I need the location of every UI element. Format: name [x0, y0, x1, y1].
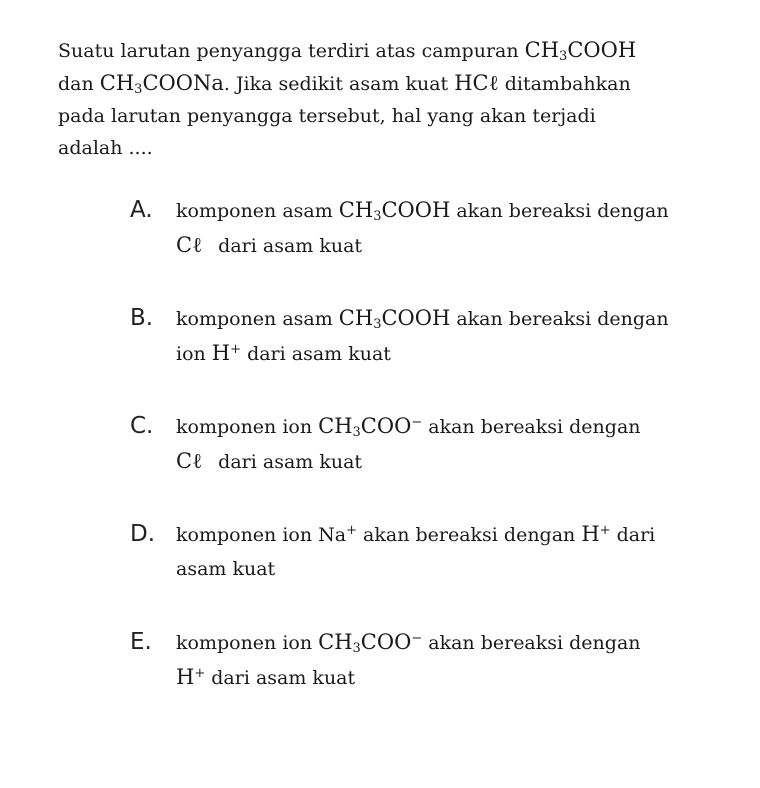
- option-b-text[interactable]: komponen asam $CH_3COOH$ akan bereaksi dengan ion H+ dari asam kuat: [176, 306, 669, 365]
- formula-cl: Cℓ: [176, 449, 203, 473]
- option-e-letter[interactable]: E.: [130, 629, 152, 655]
- formula-ch3coo-minus: $CH_3COO^-$: [318, 414, 423, 440]
- formula-h-plus: H+: [176, 665, 206, 689]
- option-a-letter[interactable]: A.: [130, 197, 153, 223]
- option-e-text[interactable]: komponen ion $CH_3COO^-$ akan bereaksi dengan H+ dari asam kuat: [176, 630, 641, 689]
- question-line-2: dan $CH_3COONa$. Jika sedikit asam kuat HCℓ ditambahkan: [58, 71, 631, 97]
- option-c-letter[interactable]: C.: [130, 413, 154, 439]
- formula-ch3cooh: $CH_3COOH$: [338, 306, 451, 332]
- formula-h-plus: H+: [211, 341, 242, 365]
- formula-ch3coona: $CH_3COONa$: [99, 71, 224, 97]
- question-line-1: Suatu larutan penyangga terdiri atas campuran $CH_3COOH$: [58, 38, 637, 64]
- formula-cl: Cℓ: [176, 233, 203, 257]
- option-a-text[interactable]: komponen asam $CH_3COOH$ akan bereaksi dengan Cℓ dari asam kuat: [176, 198, 669, 257]
- formula-ch3coo-minus: $CH_3COO^-$: [318, 630, 423, 656]
- formula-ch3cooh: $CH_3COOH$: [524, 38, 637, 64]
- option-d-text[interactable]: komponen ion Na+ akan bereaksi dengan H+ dari asam kuat: [176, 522, 656, 580]
- question-line-3: pada larutan penyangga tersebut, hal yang akan terjadi: [58, 105, 596, 127]
- formula-h-plus: H+: [581, 522, 611, 546]
- option-d-letter[interactable]: D.: [130, 521, 156, 547]
- formula-ch3cooh: $CH_3COOH$: [338, 198, 451, 224]
- option-c-text[interactable]: komponen ion $CH_3COO^-$ akan bereaksi dengan Cℓ dari asam kuat: [176, 414, 641, 473]
- option-b-letter[interactable]: B.: [130, 305, 154, 331]
- question-stem: [58, 34, 678, 164]
- question-line-4: adalah ....: [58, 137, 153, 159]
- formula-hcl: HCℓ: [454, 71, 499, 95]
- formula-na-plus: Na+: [318, 523, 357, 546]
